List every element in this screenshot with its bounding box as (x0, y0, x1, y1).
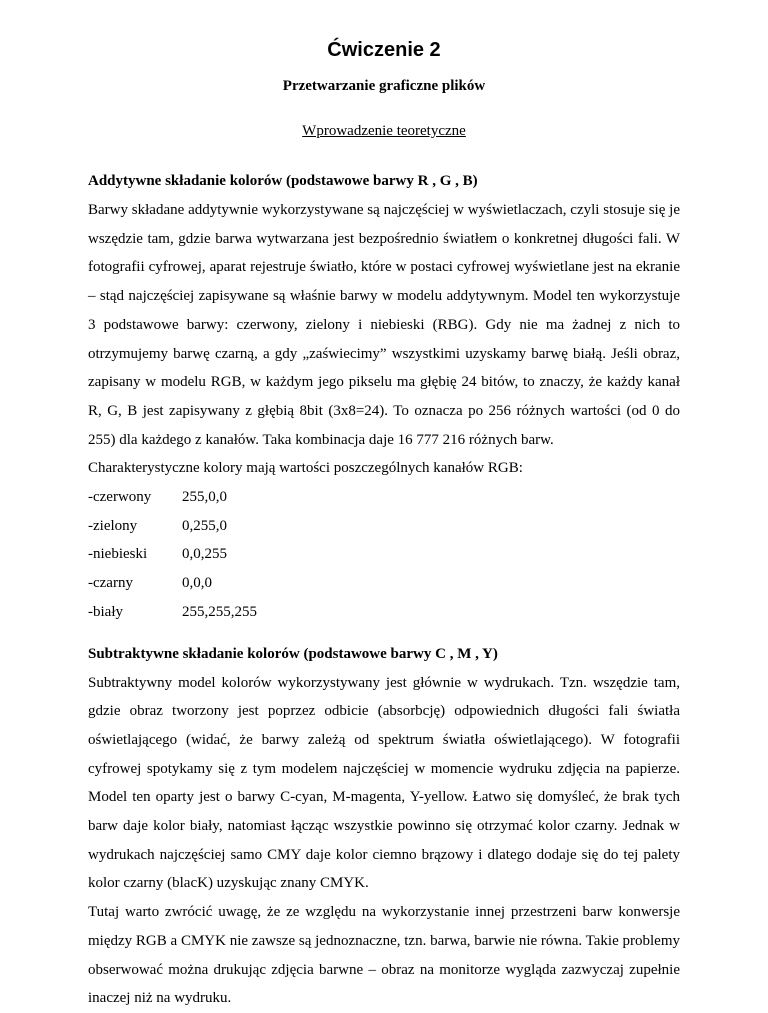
document-subtitle: Przetwarzanie graficzne plików (282, 78, 486, 94)
color-name: -niebieski (88, 546, 148, 563)
section-spacer (88, 627, 680, 644)
paragraph-subtractive-1: Subtraktywny model kolorów wykorzystywany jest głównie w wydrukach. Tzn. wszędzie tam, gdzie obraz tworzony jest poprzez odbicie (absorbcję) odpowiednich długości fali światła oświetlającego (widać, że barwy zależą od spektrum światła oświetlającego). W fotografii cyfrowej spotykamy się z tym modelem najczęściej w momencie wydruku zdjęcia na papierze. Model ten oparty jest o barwy C-cyan, M-magenta, Y-yellow. Łatwo się domyśleć, że brak tych barw daje kolor biały, natomiast łącząc wszystkie powinno się otrzymać kolor czarny. Jednak w wydrukach najczęściej samo CMY daje kolor ciemno brązowy i dlatego dodaje się do tej palety kolor czarny (blacK) uzyskując znany CMYK. (88, 674, 680, 892)
color-value: 255,255,255 (182, 603, 257, 620)
color-name: -czerwony (88, 489, 152, 506)
paragraph-additive: Barwy składane addytywnie wykorzystywane są najczęściej w wyświetlaczach, czyli stosuje się je wszędzie tam, gdzie barwa wytwarzana jest bezpośrednio światłem o konkretnej długości fali. W fotografii cyfrowej, aparat rejestruje światło, które w postaci cyfrowej wyświetlane jest na ekranie – stąd najczęściej zapisywane są właśnie barwy w modelu addytywnym. Model ten wykorzystuje 3 podstawowe barwy: czerwony, zielony i niebieski (RBG). Gdy nie ma żadnej z nich to otrzymujemy barwę czarną, a gdy „zaświecimy” wszystkimi uzyskamy barwę białą. Jeśli obraz, zapisany w modelu RGB, w każdym jego pikselu ma głębię 24 bitów, to znaczy, że każdy kanał R, G, B jest zapisywany z głębią 8bit (3x8=24). To oznacza po 256 różnych wartości (od 0 do 255) dla każdego z kanałów. Taka kombinacja daje 16 777 216 różnych barw. (88, 202, 680, 448)
color-value: 0,0,0 (182, 575, 212, 592)
color-value: 0,255,0 (182, 517, 227, 534)
color-value: 255,0,0 (182, 489, 227, 506)
rgb-color-list (88, 483, 680, 627)
color-name: -zielony (88, 517, 138, 534)
color-name: -biały (88, 603, 123, 620)
color-name: -czarny (88, 575, 133, 592)
paragraph-subtractive-2: Tutaj warto zwrócić uwagę, że ze względu na wykorzystanie innej przestrzeni barw konwersje między RGB a CMYK nie zawsze są jednoznaczne, tzn. barwa, barwie nie równa. Takie problemy obserwować można drukując zdjęcia barwne – obraz na monitorze wygląda zazwyczaj zupełnie inaczej niż na wydruku. (88, 904, 680, 1007)
list-item (88, 598, 680, 627)
colors-intro: Charakterystyczne kolory mają wartości poszczególnych kanałów RGB: (88, 460, 523, 477)
list-item (88, 569, 680, 598)
section-heading-additive: Addytywne składanie kolorów (podstawowe barwy R , G , B) (88, 173, 478, 189)
list-item (88, 540, 680, 569)
document-body (88, 171, 680, 1013)
section-heading-subtractive: Subtraktywne składanie kolorów (podstawowe barwy C , M , Y) (88, 645, 498, 662)
intro-heading: Wprowadzenie teoretyczne (302, 123, 466, 139)
document-title: Ćwiczenie 2 (327, 39, 441, 61)
color-value: 0,0,255 (182, 546, 227, 563)
list-item (88, 512, 680, 541)
list-item (88, 483, 680, 512)
